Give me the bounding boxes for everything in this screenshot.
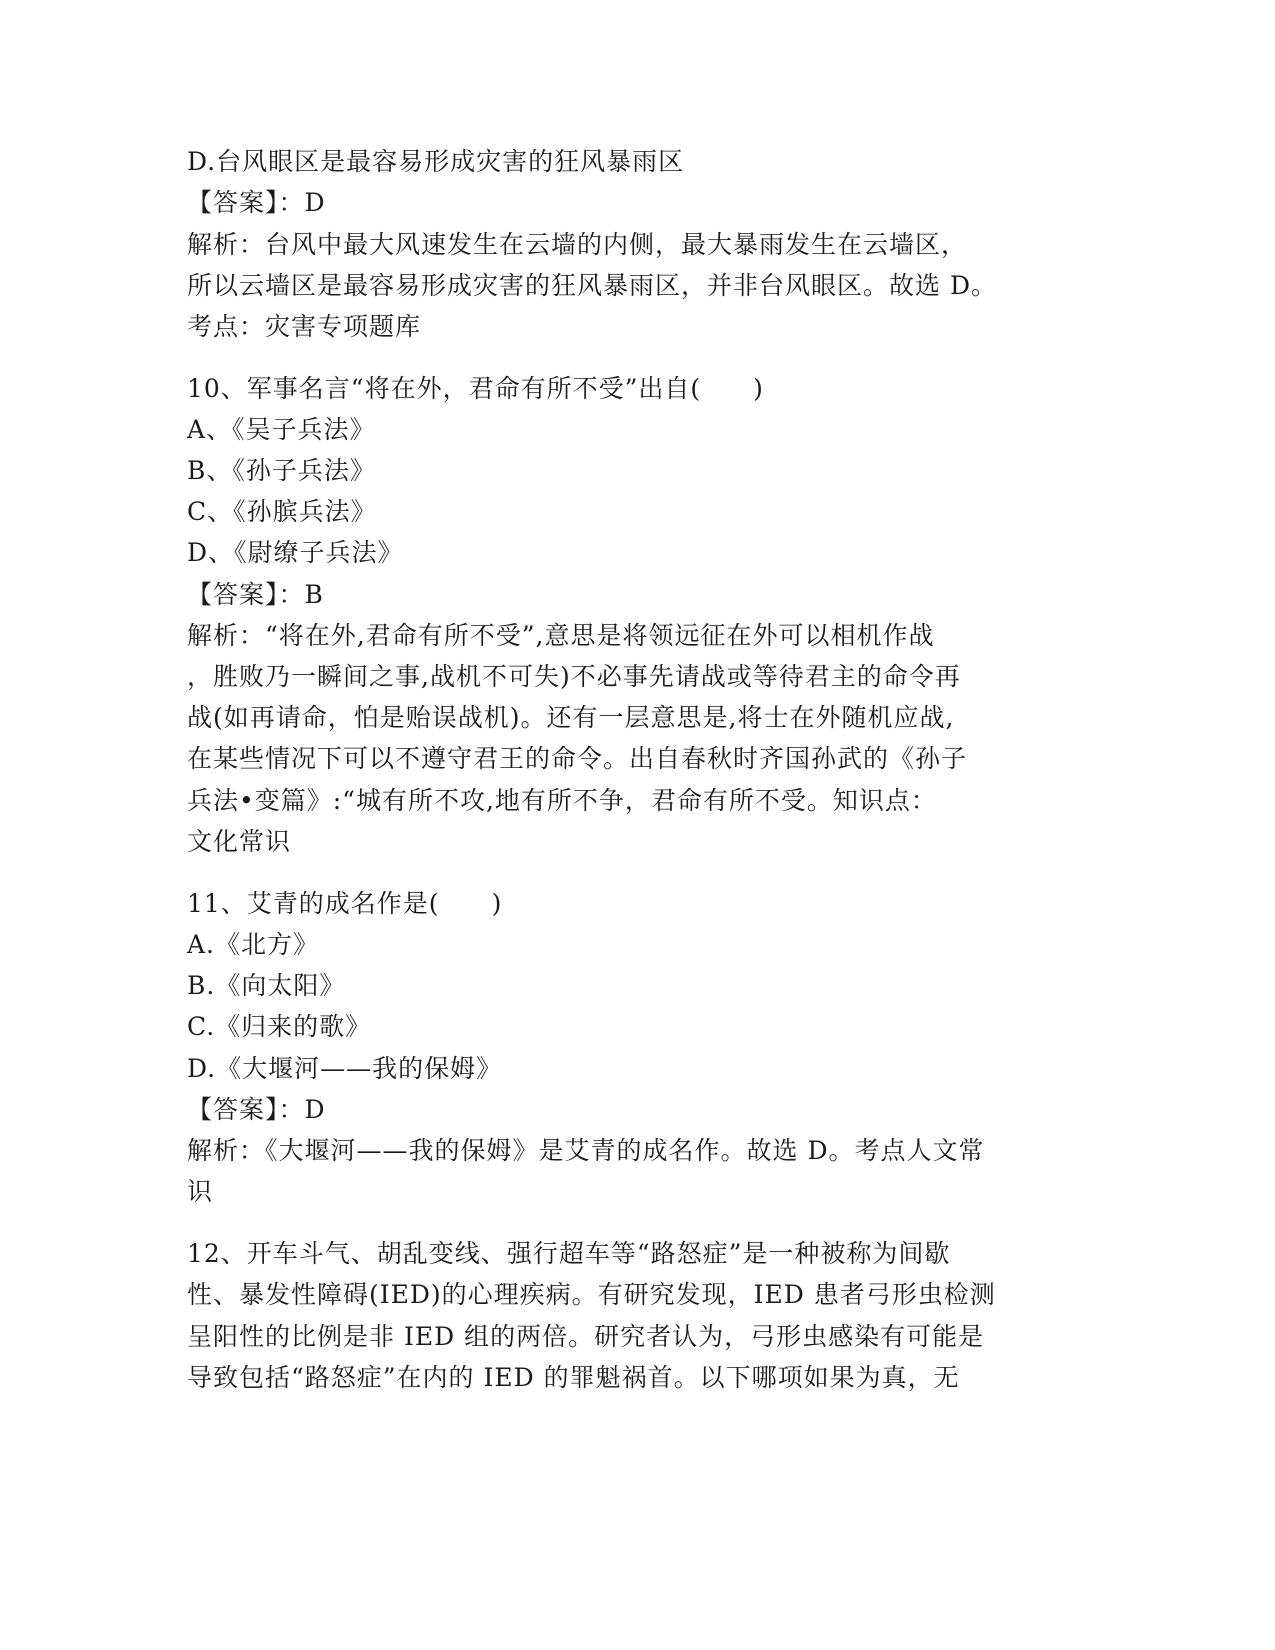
question-text-line: 性、暴发性障碍(IED)的心理疾病。有研究发现，IED 患者弓形虫检测 [187,1280,996,1309]
topic-line: 考点：灾害专项题库 [187,312,422,341]
explanation-line: 战(如再请命，怕是贻误战机)。还有一层意思是,将士在外随机应战, [187,703,955,732]
option-a: A、《吴子兵法》 [187,415,376,444]
option-d: D.《大堰河——我的保姆》 [187,1054,503,1083]
explanation-line: 解析：“将在外,君命有所不受”,意思是将领远征在外可以相机作战 [187,621,935,650]
question-title: 10、军事名言“将在外，君命有所不受”出自( ) [187,374,764,403]
question-title: 12、开车斗气、胡乱变线、强行超车等“路怒症”是一种被称为间歇 [187,1239,951,1268]
explanation-line: 所以云墙区是最容易形成灾害的狂风暴雨区，并非台风眼区。故选 D。 [187,271,997,300]
option-d: D.台风眼区是最容易形成灾害的狂风暴雨区 [187,147,685,176]
option-b: B、《孙子兵法》 [187,456,376,485]
explanation-line: 解析：台风中最大风速发生在云墙的内侧，最大暴雨发生在云墙区， [187,230,968,259]
answer: 【答案】：B [187,580,324,609]
explanation-line: 兵法•变篇》:“城有所不攻,地有所不争，君命有所不受。知识点： [187,786,937,815]
option-a: A.《北方》 [187,930,320,959]
question-text-line: 呈阳性的比例是非 IED 组的两倍。研究者认为，弓形虫感染有可能是 [187,1322,985,1351]
question-text-line: 导致包括“路怒症”在内的 IED 的罪魁祸首。以下哪项如果为真，无 [187,1363,960,1392]
option-b: B.《向太阳》 [187,971,346,1000]
topic-line: 文化常识 [187,827,292,856]
explanation-line: 识 [187,1177,214,1206]
explanation-line: ，胜败乃一瞬间之事,战机不可失)不必事先请战或等待君主的命令再 [187,662,961,691]
answer: 【答案】：D [187,1095,326,1124]
explanation-line: 解析：《大堰河——我的保姆》是艾青的成名作。故选 D。考点人文常 [187,1136,985,1165]
option-c: C.《归来的歌》 [187,1012,372,1041]
option-d: D、《尉缭子兵法》 [187,538,404,567]
answer: 【答案】：D [187,188,326,217]
question-title: 11、艾青的成名作是( ) [187,889,503,918]
explanation-line: 在某些情况下可以不遵守君王的命令。出自春秋时齐国孙武的《孙子 [187,744,968,773]
option-c: C、《孙膑兵法》 [187,497,377,526]
